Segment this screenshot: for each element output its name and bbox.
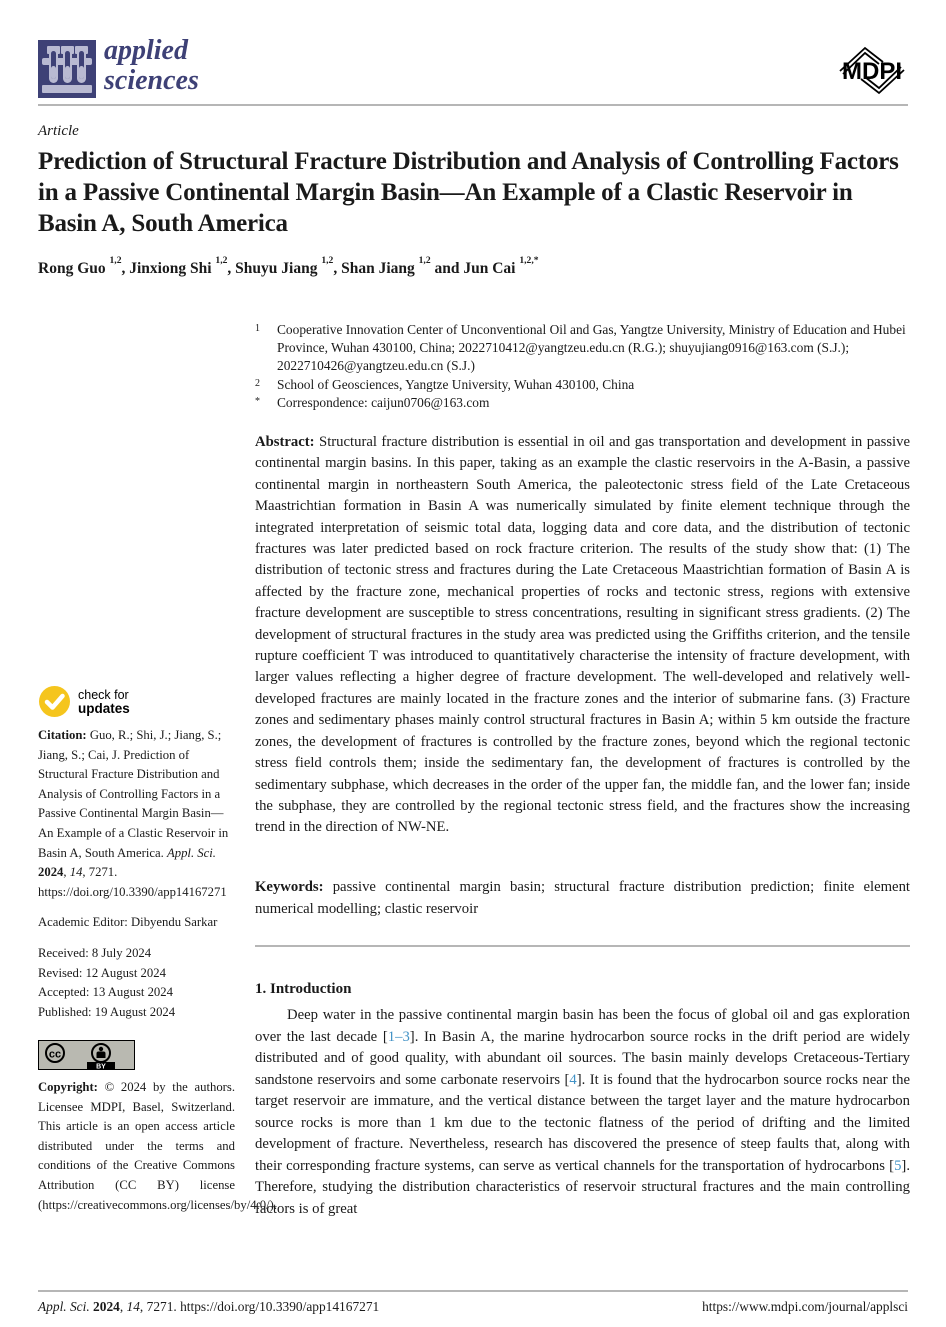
journal-name-line2: sciences [104,65,199,96]
mdpi-logo-text: MDPI [842,58,902,85]
affiliations [255,321,910,412]
journal-name [104,36,199,96]
journal-name-line1: applied [104,35,188,66]
affiliation-row [255,376,910,394]
published-date: Published: 19 August 2024 [38,1004,176,1019]
received-date: Received: 8 July 2024 [38,946,152,960]
affiliation-marker: 1 [255,323,260,334]
check-for-updates-badge[interactable] [38,685,130,718]
by-icon-label: BY [96,1063,106,1070]
check-icon [38,685,71,718]
section-divider [255,945,910,947]
page-footer [38,1299,908,1315]
footer-journal-url[interactable]: https://www.mdpi.com/journal/applsci [702,1299,908,1314]
keywords: Keywords: passive continental margin basin; structural fracture distribution prediction; finite element numerical modelling; clastic reservoir [255,879,910,917]
mdpi-logo[interactable] [833,42,911,100]
academic-editor: Academic Editor: Dibyendu Sarkar [38,915,218,929]
authors-line: Rong Guo $^{1,2}$, Jinxiong Shi $^{1,2}$, Shuyu Jiang $^{1,2}$, Shan Jiang $^{1,2}$ and Jun Cai $^{1,2,*}$ [38,255,539,277]
accepted-date: Accepted: 13 August 2024 [38,985,173,1000]
section-heading-introduction: 1. Introduction [255,981,352,997]
check-for-updates-label: check for updates [78,687,130,716]
copyright-block: Copyright: © 2024 by the authors. Licensee MDPI, Basel, Switzerland. This article is an open access article distributed under the terms and conditions of the Creative Commons Attribution (CC BY) license (https://creativecommons.org/licenses/by/4.0/). [38,1080,278,1212]
applied-sciences-logo-icon[interactable] [38,40,96,98]
affiliation-text: School of Geosciences, Yangtze University, Wuhan 430100, China [277,376,635,392]
footer-divider [38,1290,908,1292]
affiliation-row [255,321,910,376]
cc-icon: cc [48,1048,62,1061]
correspondence-marker: * [255,395,260,407]
affiliation-marker: 2 [255,377,260,389]
introduction-paragraph: Deep water in the passive continental margin basin has been the focus of global oil and gas exploration over the last decade [1–3]. In Basin A, the marine hydrocarbon source rocks in the drift period are widely distributed and of good quality, with abundant oil sources. The basin mainly develops Cretaceous-Tertiary sandstone reservoirs and some carbonate reservoirs [4]. It is found that the hydrocarbon source rocks near the target reservoir are immature, and the vertical distance between the target layer and the mature hydrocarbon source rocks is more than 1 km due to the tectonic flatness of the period of drifting and the limited development of fracture. Nevertheless, research has discovered the presence of steep faults that, along with their corresponding fracture systems, can serve as vertical channels for the transportation of hydrocarbons [5]. Therefore, studying the distribution characteristics of reservoir structural fractures and the main controlling factors is of great [255,1007,911,1217]
revised-date: Revised: 12 August 2024 [38,965,166,980]
header-divider [38,104,908,106]
abstract: Abstract: Structural fracture distribution is essential in oil and gas transportation and development in passive continental margin basins. In this paper, taking as an example the clastic reservoirs in the A-Basin, a passive continental margin in northeastern South America, the paleotectonic stress field of the Late Cretaceous Maastrichtian formation in Basin A was numerically simulated by finite element technique through the integrated interpretation of seismic total data, logging data and core data, and the distribution of tectonic fractures was later predicted based on rock fracture criterion. The results of the study show that: (1) The distribution of tectonic stress and fractures during the Late Cretaceous Maastrichtian formation of Basin A is affected by the fracture zone, mechanical properties of rocks and tectonic stress, regions with extensive fracture development are susceptible to stress concentrations, resulting in significant stress gradients. (2) The development of structural fractures in the study area was predicted using the Griffiths criterion, and the tensile rupture coefficient T was introduced to quantitatively characterise the intensity of fracture development, with larger values reflecting a higher degree of fracture development. The well-developed and relatively well-developed fractures are mainly located in the fracture zones and the interior of submarine fans. (3) Fracture zones and sedimentary phases mainly control structural fractures in Basin A; within 5 km outside the fracture zones, the development of fractures is controlled by the fracture zones, beyond which the regional tectonic stress field controls them; inside the sedimentary fan, the development of fractures is controlled by the sedimentary subphase, which decreases in the order of the upper fan, the middle fan, and the lower fan; inside the subphase, they are controlled by the regional tectonic stress field, and the fractures show the increasing trend in the direction of NW-NE. [255,434,910,836]
footer-citation: Appl. Sci. 2024, 14, 7271. https://doi.org/10.3390/app14167271 [38,1299,380,1314]
correspondence-text: Correspondence: caijun0706@163.com [277,394,490,410]
cc-by-license-badge[interactable] [38,1040,135,1070]
affiliation-text: Cooperative Innovation Center of Unconventional Oil and Gas, Yangtze University, Ministry of Education and Hubei Province, Wuhan 430100, China; 2022710412@yangtzeu.edu.cn (R.G.); shuyujiang0916@163.com (S.J.); 2022710426@yangtzeu.edu.cn (S.J.) [277,322,906,374]
affiliation-row [255,394,910,412]
history-dates [38,944,235,1022]
citation-block: Citation: Guo, R.; Shi, J.; Jiang, S.; Jiang, S.; Cai, J. Prediction of Structural Fracture Distribution and Analysis of Controlling Factors in a Passive Continental Margin Basin—An Example of a Clastic Reservoir in Basin A, South America. Appl. Sci. 2024, 14, 7271. https://doi.org/10.3390/app14167271 [38,728,229,899]
paper-title: Prediction of Structural Fracture Distribution and Analysis of Controlling Factors in a Passive Continental Margin Basin—An Example of a Clastic Reservoir in Basin A, South America [38,148,899,237]
article-type-label: Article [38,123,79,139]
